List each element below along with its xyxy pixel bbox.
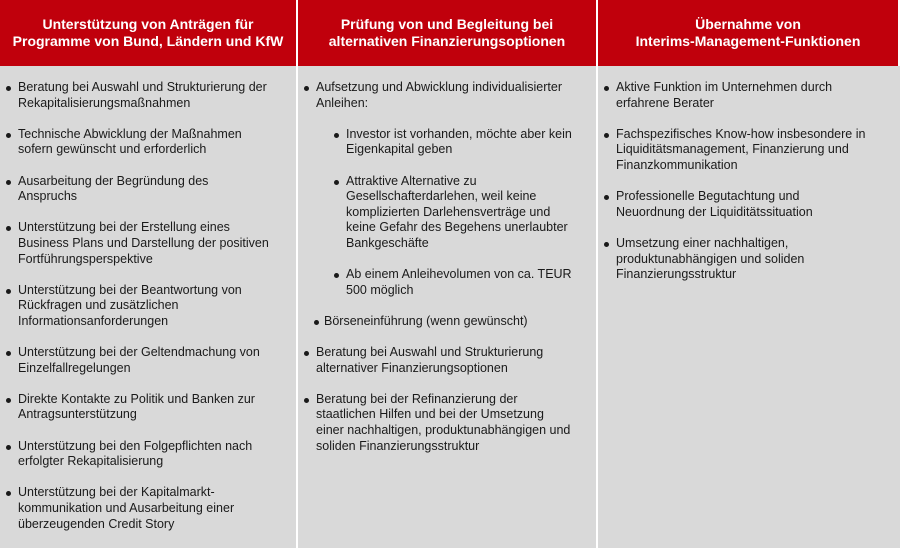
column-finanzierungsoptionen (298, 66, 598, 548)
sub-list-item: Investor ist vorhanden, möchte aber kein Eigenkapital geben (298, 127, 592, 158)
list-item: Unterstützung bei der Erstellung eines Business Plans und Darstellung der positiven Fortführungsperspektive (0, 220, 292, 267)
list-item: Beratung bei der Refinanzierung der staatlichen Hilfen und bei der Umsetzung einer nachhaltigen, produktunabhängigen und soliden Finanzierungsstruktur (298, 392, 592, 454)
column-interims-management (598, 66, 900, 548)
bullet-list (298, 80, 596, 454)
list-item: Ausarbeitung der Begründung des Anspruchs (0, 174, 292, 205)
column-header-finanzierungsoptionen (298, 0, 598, 66)
bullet-list (598, 80, 900, 283)
list-item: Aufsetzung und Abwicklung individualisierter Anleihen: (298, 80, 592, 111)
list-item: Umsetzung einer nachhaltigen, produktunabhängigen und soliden Finanzierungsstruktur (598, 236, 896, 283)
column-antraege (0, 66, 298, 548)
list-item: Unterstützung bei der Beantwortung von Rückfragen und zusätzlichen Informationsanforderungen (0, 283, 292, 330)
list-item: Fachspezifisches Know-how insbesondere in Liquiditätsmanagement, Finanzierung und Finanzkommunikation (598, 127, 896, 174)
sub-list-item: Attraktive Alternative zu Gesellschafterdarlehen, weil keine komplizierten Darlehensverträge und keine Gefahr des Begehens unerlaubter Bankgeschäfte (298, 174, 592, 252)
list-item: Unterstützung bei den Folgepflichten nach erfolgter Rekapitalisierung (0, 439, 292, 470)
header-text: Unterstützung von Anträgen für Programme von Bund, Ländern und KfW (12, 16, 284, 49)
column-header-interims-management (598, 0, 900, 66)
list-item: Börseneinführung (wenn gewünscht) (298, 314, 596, 330)
bullet-list (0, 80, 296, 532)
list-item: Professionelle Begutachtung und Neuordnung der Liquiditätssituation (598, 189, 896, 220)
list-item: Beratung bei Auswahl und Strukturierung der Rekapitalisierungsmaßnahmen (0, 80, 292, 111)
list-item: Unterstützung bei der Geltendmachung von Einzelfallregelungen (0, 345, 292, 376)
header-text: Prüfung von und Begleitung bei alternativen Finanzierungsoptionen (328, 16, 566, 49)
list-item: Technische Abwicklung der Maßnahmen sofern gewünscht und erforderlich (0, 127, 292, 158)
list-item: Beratung bei Auswahl und Strukturierung alternativer Finanzierungsoptionen (298, 345, 592, 376)
sub-list-item: Ab einem Anleihevolumen von ca. TEUR 500 möglich (298, 267, 592, 298)
list-item: Direkte Kontakte zu Politik und Banken zur Antragsunterstützung (0, 392, 292, 423)
list-item: Aktive Funktion im Unternehmen durch erfahrene Berater (598, 80, 896, 111)
header-text: Übernahme von Interims-Management-Funktionen (635, 16, 861, 49)
list-item: Unterstützung bei der Kapitalmarkt- kommunikation und Ausarbeitung einer überzeugenden Credit Story (0, 485, 292, 532)
column-header-antraege (0, 0, 298, 66)
